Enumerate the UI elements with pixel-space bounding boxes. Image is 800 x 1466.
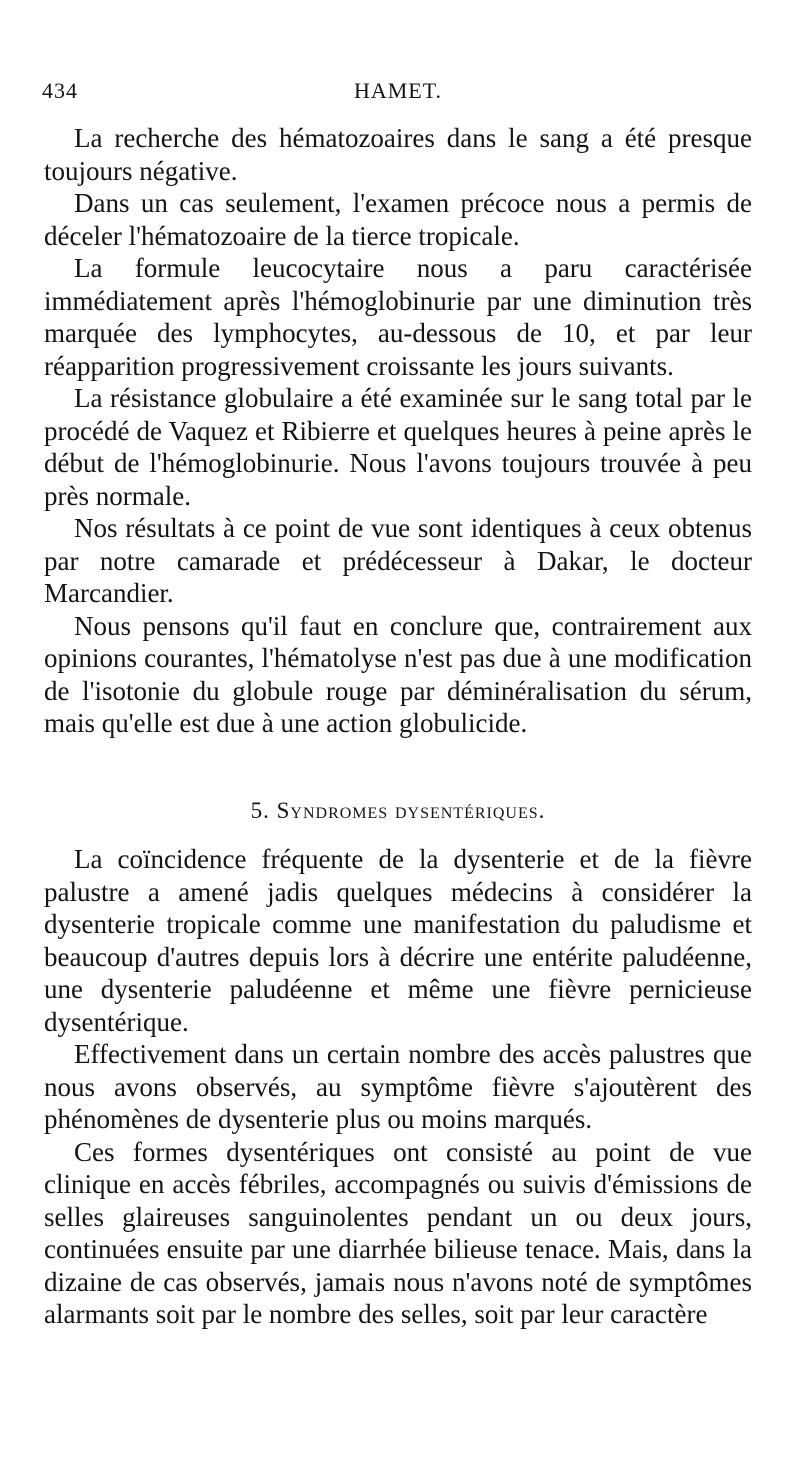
- section-number: 5.: [250, 798, 270, 823]
- running-title: HAMET.: [353, 78, 443, 103]
- paragraph: La recherche des hématozoaires dans le sang a été presque toujours négative.: [44, 123, 752, 186]
- paragraph: Nous pensons qu'il faut en conclure que, contrairement aux opinions courantes, l'hématolyse n'est pas due à une modification de l'isotonie du globule rouge par déminéralisation du sérum, mais qu'elle est due à une action globulicide.: [44, 610, 752, 738]
- section-heading: [44, 798, 752, 824]
- paragraph: La coïncidence fréquente de la dysenterie et de la fièvre palustre a amené jadis quelques médecins à considérer la dysenterie tropicale comme une manifestation du paludisme et beaucoup d'autres depuis lors à décrire une entérite paludéenne, une dysenterie paludéenne et même une fièvre pernicieuse dysentérique.: [44, 844, 752, 1037]
- paragraph: Ces formes dysentériques ont consisté au point de vue clinique en accès fébriles, accompagnés ou suivis d'émissions de selles glaireuses sanguinolentes pendant un ou deux jours, continuées ensuite par une diarrhée bilieuse tenace. Mais, dans la dizaine de cas observés, jamais nous n'avons noté de symptômes alarmants soit par le nombre des selles, soit par leur caractère: [44, 1136, 752, 1329]
- page-number: 434: [42, 78, 78, 103]
- paragraph: Effectivement dans un certain nombre des accès palustres que nous avons observés, au symptôme fièvre s'ajoutèrent des phénomènes de dysenterie plus ou moins marqués.: [44, 1039, 752, 1134]
- paragraph: Nos résultats à ce point de vue sont identiques à ceux obtenus par notre camarade et prédécesseur à Dakar, le docteur Marcandier.: [44, 513, 752, 608]
- paragraph: Dans un cas seulement, l'examen précoce nous a permis de déceler l'hématozoaire de la tierce tropicale.: [44, 188, 752, 251]
- section-title: Syndromes dysentériques.: [276, 798, 546, 823]
- body-text-after-section: [44, 843, 752, 1331]
- page-header: [42, 78, 754, 108]
- body-text-before-section: [44, 122, 752, 740]
- paragraph: La résistance globulaire a été examinée sur le sang total par le procédé de Vaquez et Ribierre et quelques heures à peine après le début de l'hémoglobinurie. Nous l'avons toujours trouvée à peu près normale.: [44, 383, 752, 511]
- paragraph: La formule leucocytaire nous a paru caractérisée immédiatement après l'hémoglobinurie par une diminution très marquée des lymphocytes, au-dessous de 10, et par leur réapparition progressivement croissante les jours suivants.: [44, 253, 752, 381]
